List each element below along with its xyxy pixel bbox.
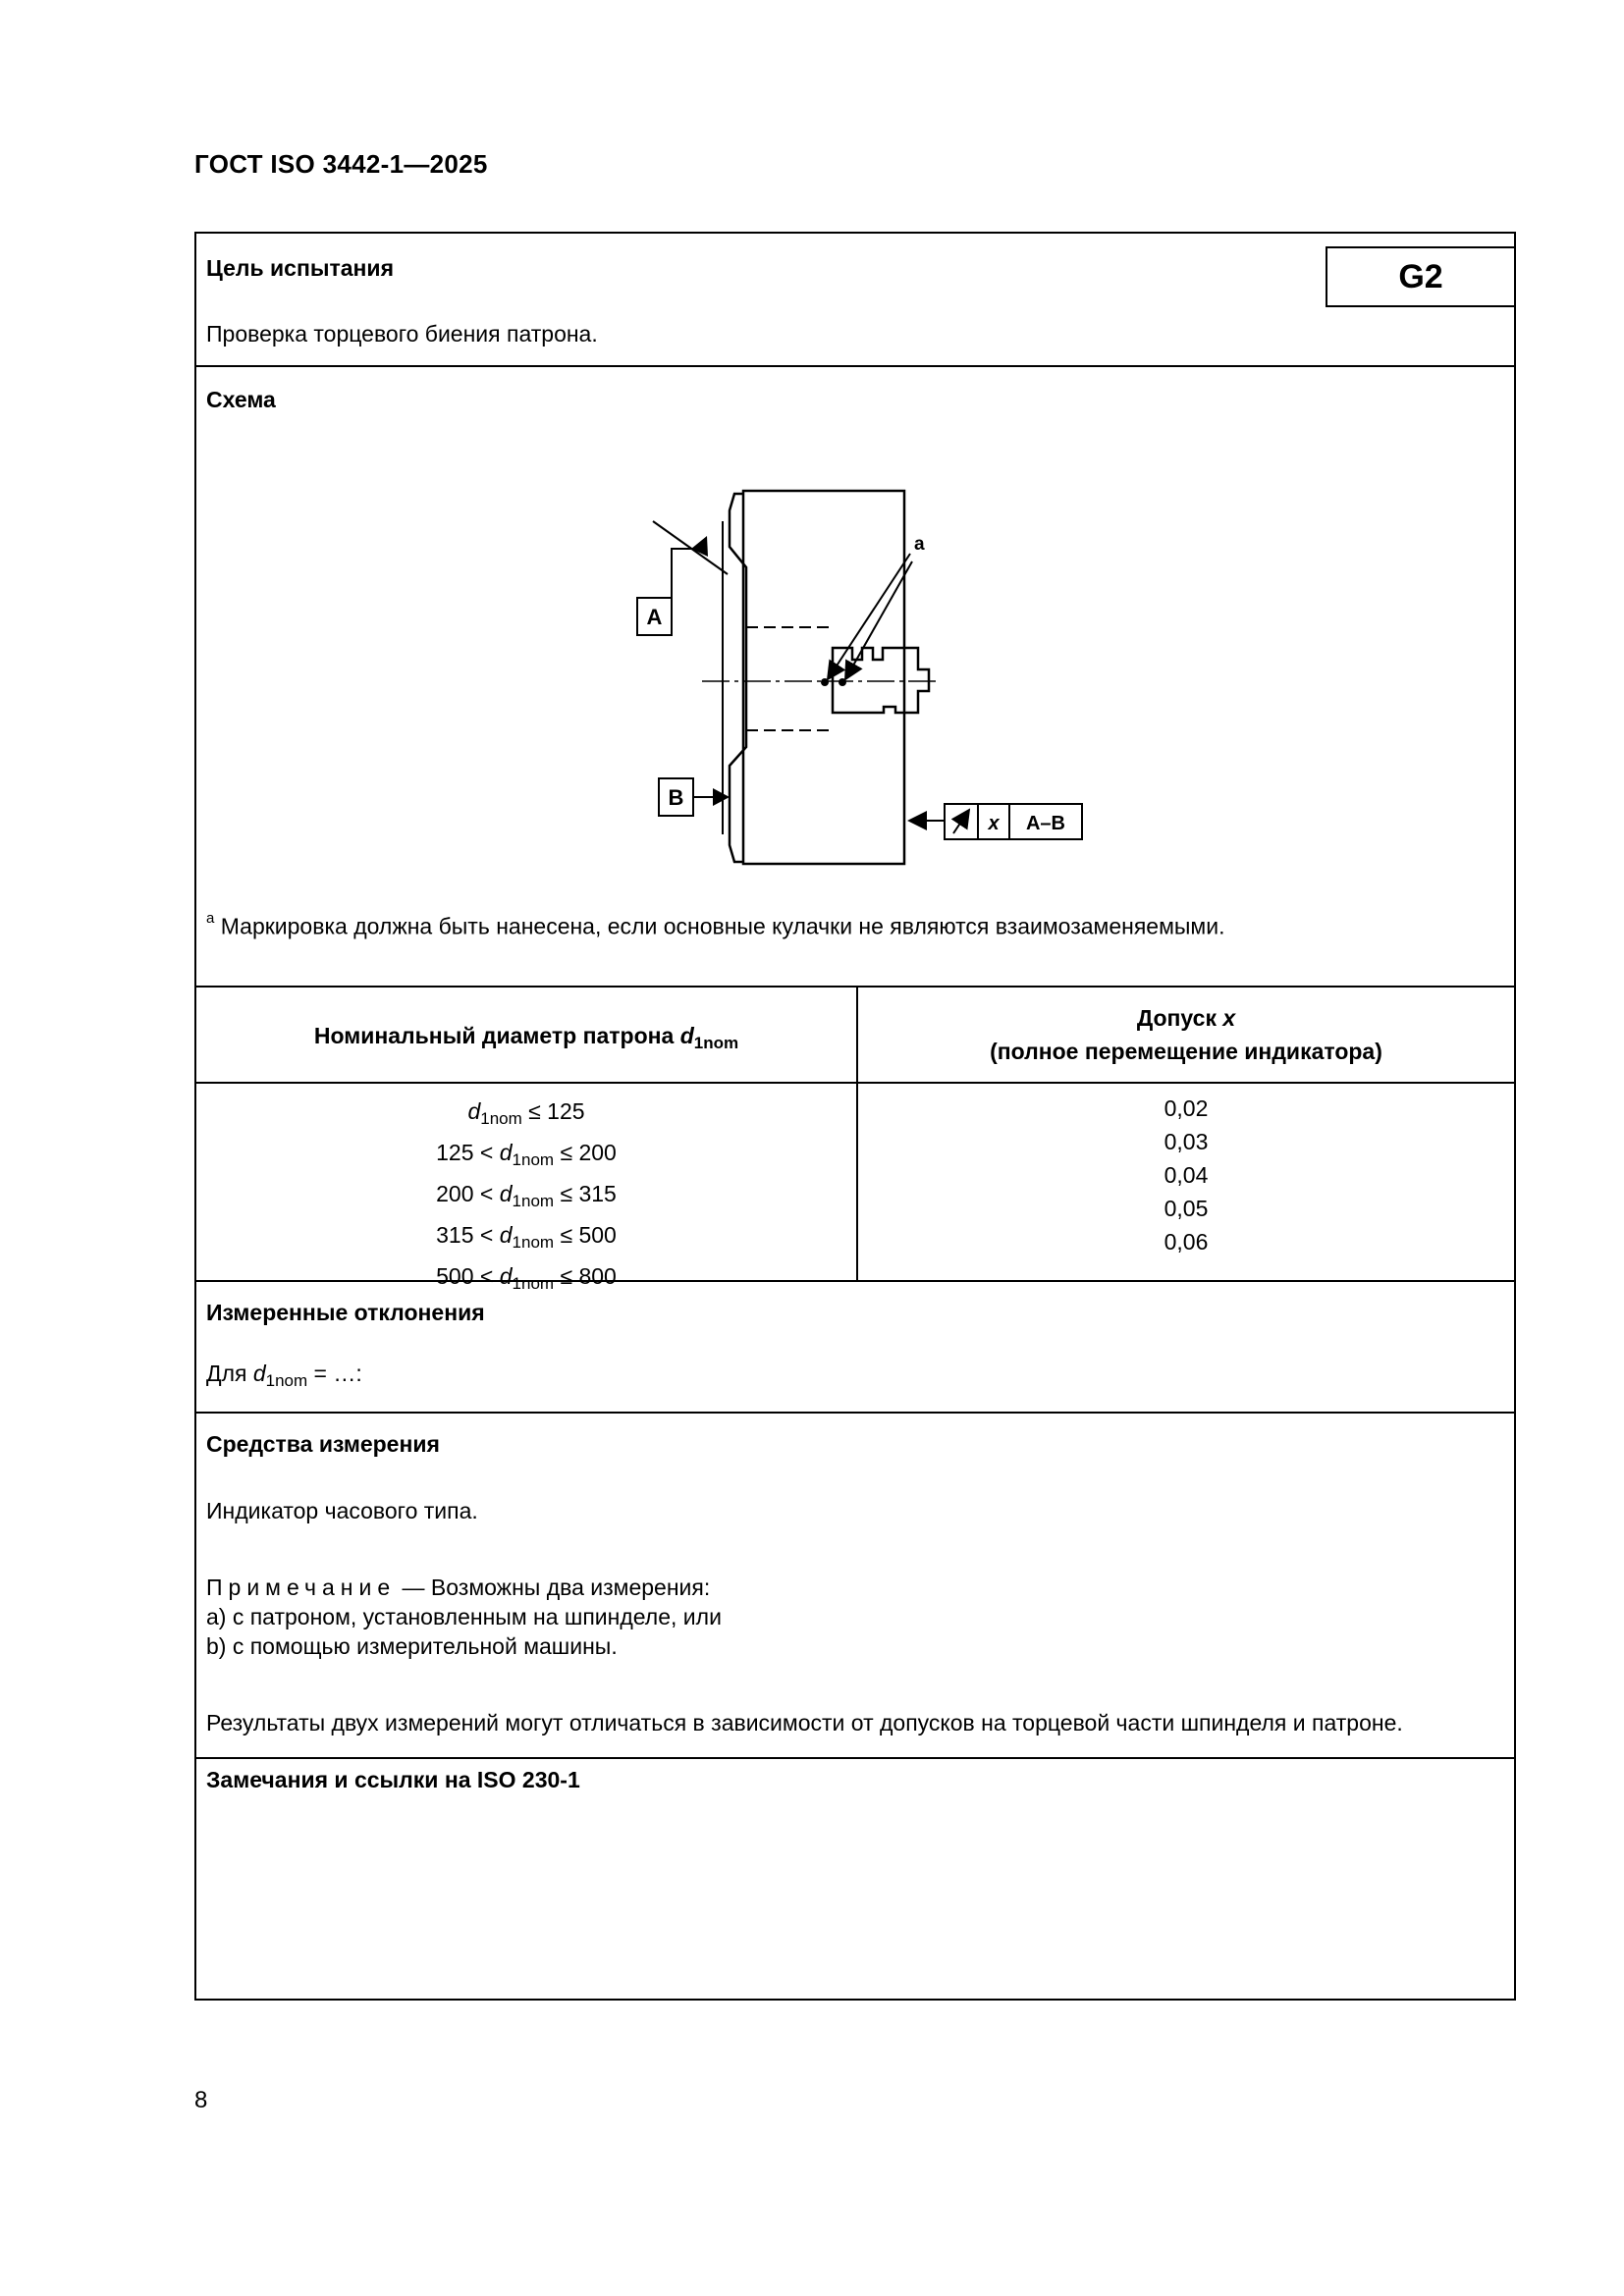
table-row: $500 < d_{1nom} \le 800$ (436, 1263, 617, 1293)
tolerance-value: 0,02 (1164, 1095, 1209, 1121)
purpose-text: Проверка торцевого биения патрона. (206, 321, 598, 347)
header-var: d (679, 1023, 694, 1048)
instruments-result: Результаты двух измерений могут отличаться в зависимости от допусков на торцевой части шпинделя и патроне. (206, 1710, 1403, 1735)
page-number: 8 (194, 2087, 208, 2113)
table-tolerance-column (858, 1092, 1514, 1258)
schema-title: Схема (206, 387, 276, 412)
table-row: $125 < d_{1nom} \le 200$ (436, 1140, 617, 1169)
tolerance-datum-ref: A–B (1025, 813, 1066, 834)
instruments-text: Индикатор часового типа. (206, 1498, 478, 1523)
purpose-title: Цель испытания (206, 255, 394, 281)
chuck-diagram (196, 367, 1514, 986)
table-diameter-column (196, 1095, 856, 1301)
remarks-title: Замечания и ссылки на ISO 230-1 (206, 1767, 580, 1792)
table-header-diameter (196, 1019, 856, 1060)
marking-label: a (914, 534, 925, 555)
note-text: — Возможны два измерения: (396, 1575, 711, 1600)
footnote-text: Маркировка должна быть нанесена, если основные кулачки не являются взаимозаменяемыми. (220, 913, 1225, 939)
tolerance-value: 0,04 (1164, 1162, 1209, 1188)
table-header-tolerance (858, 1001, 1514, 1068)
test-code-badge: G2 (1326, 246, 1516, 307)
divider (196, 986, 1514, 988)
tolerance-value: x (988, 813, 1000, 834)
chuck-body (743, 491, 904, 864)
table-row: $200 < d_{1nom} \le 315$ (436, 1181, 617, 1210)
runout-arrow-icon (953, 810, 969, 833)
marking-leader (828, 554, 910, 679)
datum-b-label: B (668, 785, 684, 810)
base-jaw (833, 648, 929, 713)
measured-value-line: Для $d_{1nom}$ = …: (206, 1361, 362, 1390)
footnote-mark: a (206, 910, 215, 927)
standard-header: ГОСТ ISO 3442-1—2025 (194, 149, 488, 179)
tolerance-value: 0,05 (1164, 1196, 1209, 1221)
datum-b-triangle (713, 788, 730, 806)
measured-section (196, 1282, 1514, 1412)
note-item-b: b) с помощью измерительной машины. (206, 1633, 618, 1659)
table-row: $315 < d_{1nom} \le 500$ (436, 1222, 617, 1252)
remarks-section (196, 1759, 1514, 2001)
marking-leader (845, 561, 912, 679)
datum-a-label: A (646, 605, 663, 629)
note-item-a: a) с патроном, установленным на шпинделе, или (206, 1604, 722, 1629)
note-label: Примечание (206, 1575, 397, 1600)
header-label: Допуск (1136, 1005, 1217, 1031)
tolerance-value: 0,03 (1164, 1129, 1209, 1154)
header-sub: 1nom (693, 1034, 739, 1052)
marking-dot (839, 678, 846, 686)
tolerance-value: 0,06 (1164, 1229, 1209, 1255)
header-label: Номинальный диаметр патрона (313, 1023, 675, 1048)
table-row: $d_{1nom} \le 125$ (467, 1098, 585, 1128)
header-var: x (1222, 1005, 1236, 1031)
datum-a-leader (672, 549, 691, 598)
instruments-section (196, 1414, 1514, 1757)
divider (196, 1082, 1514, 1084)
test-sheet (194, 232, 1516, 2001)
instruments-title: Средства измерения (206, 1431, 440, 1457)
marking-dot (821, 678, 829, 686)
measured-title: Измеренные отклонения (206, 1300, 485, 1325)
schema-footnote (206, 910, 1225, 940)
purpose-section (196, 234, 1514, 365)
header-label-2: (полное перемещение индикатора) (990, 1039, 1382, 1064)
schema-section (196, 367, 1514, 986)
instruments-note (206, 1575, 710, 1601)
